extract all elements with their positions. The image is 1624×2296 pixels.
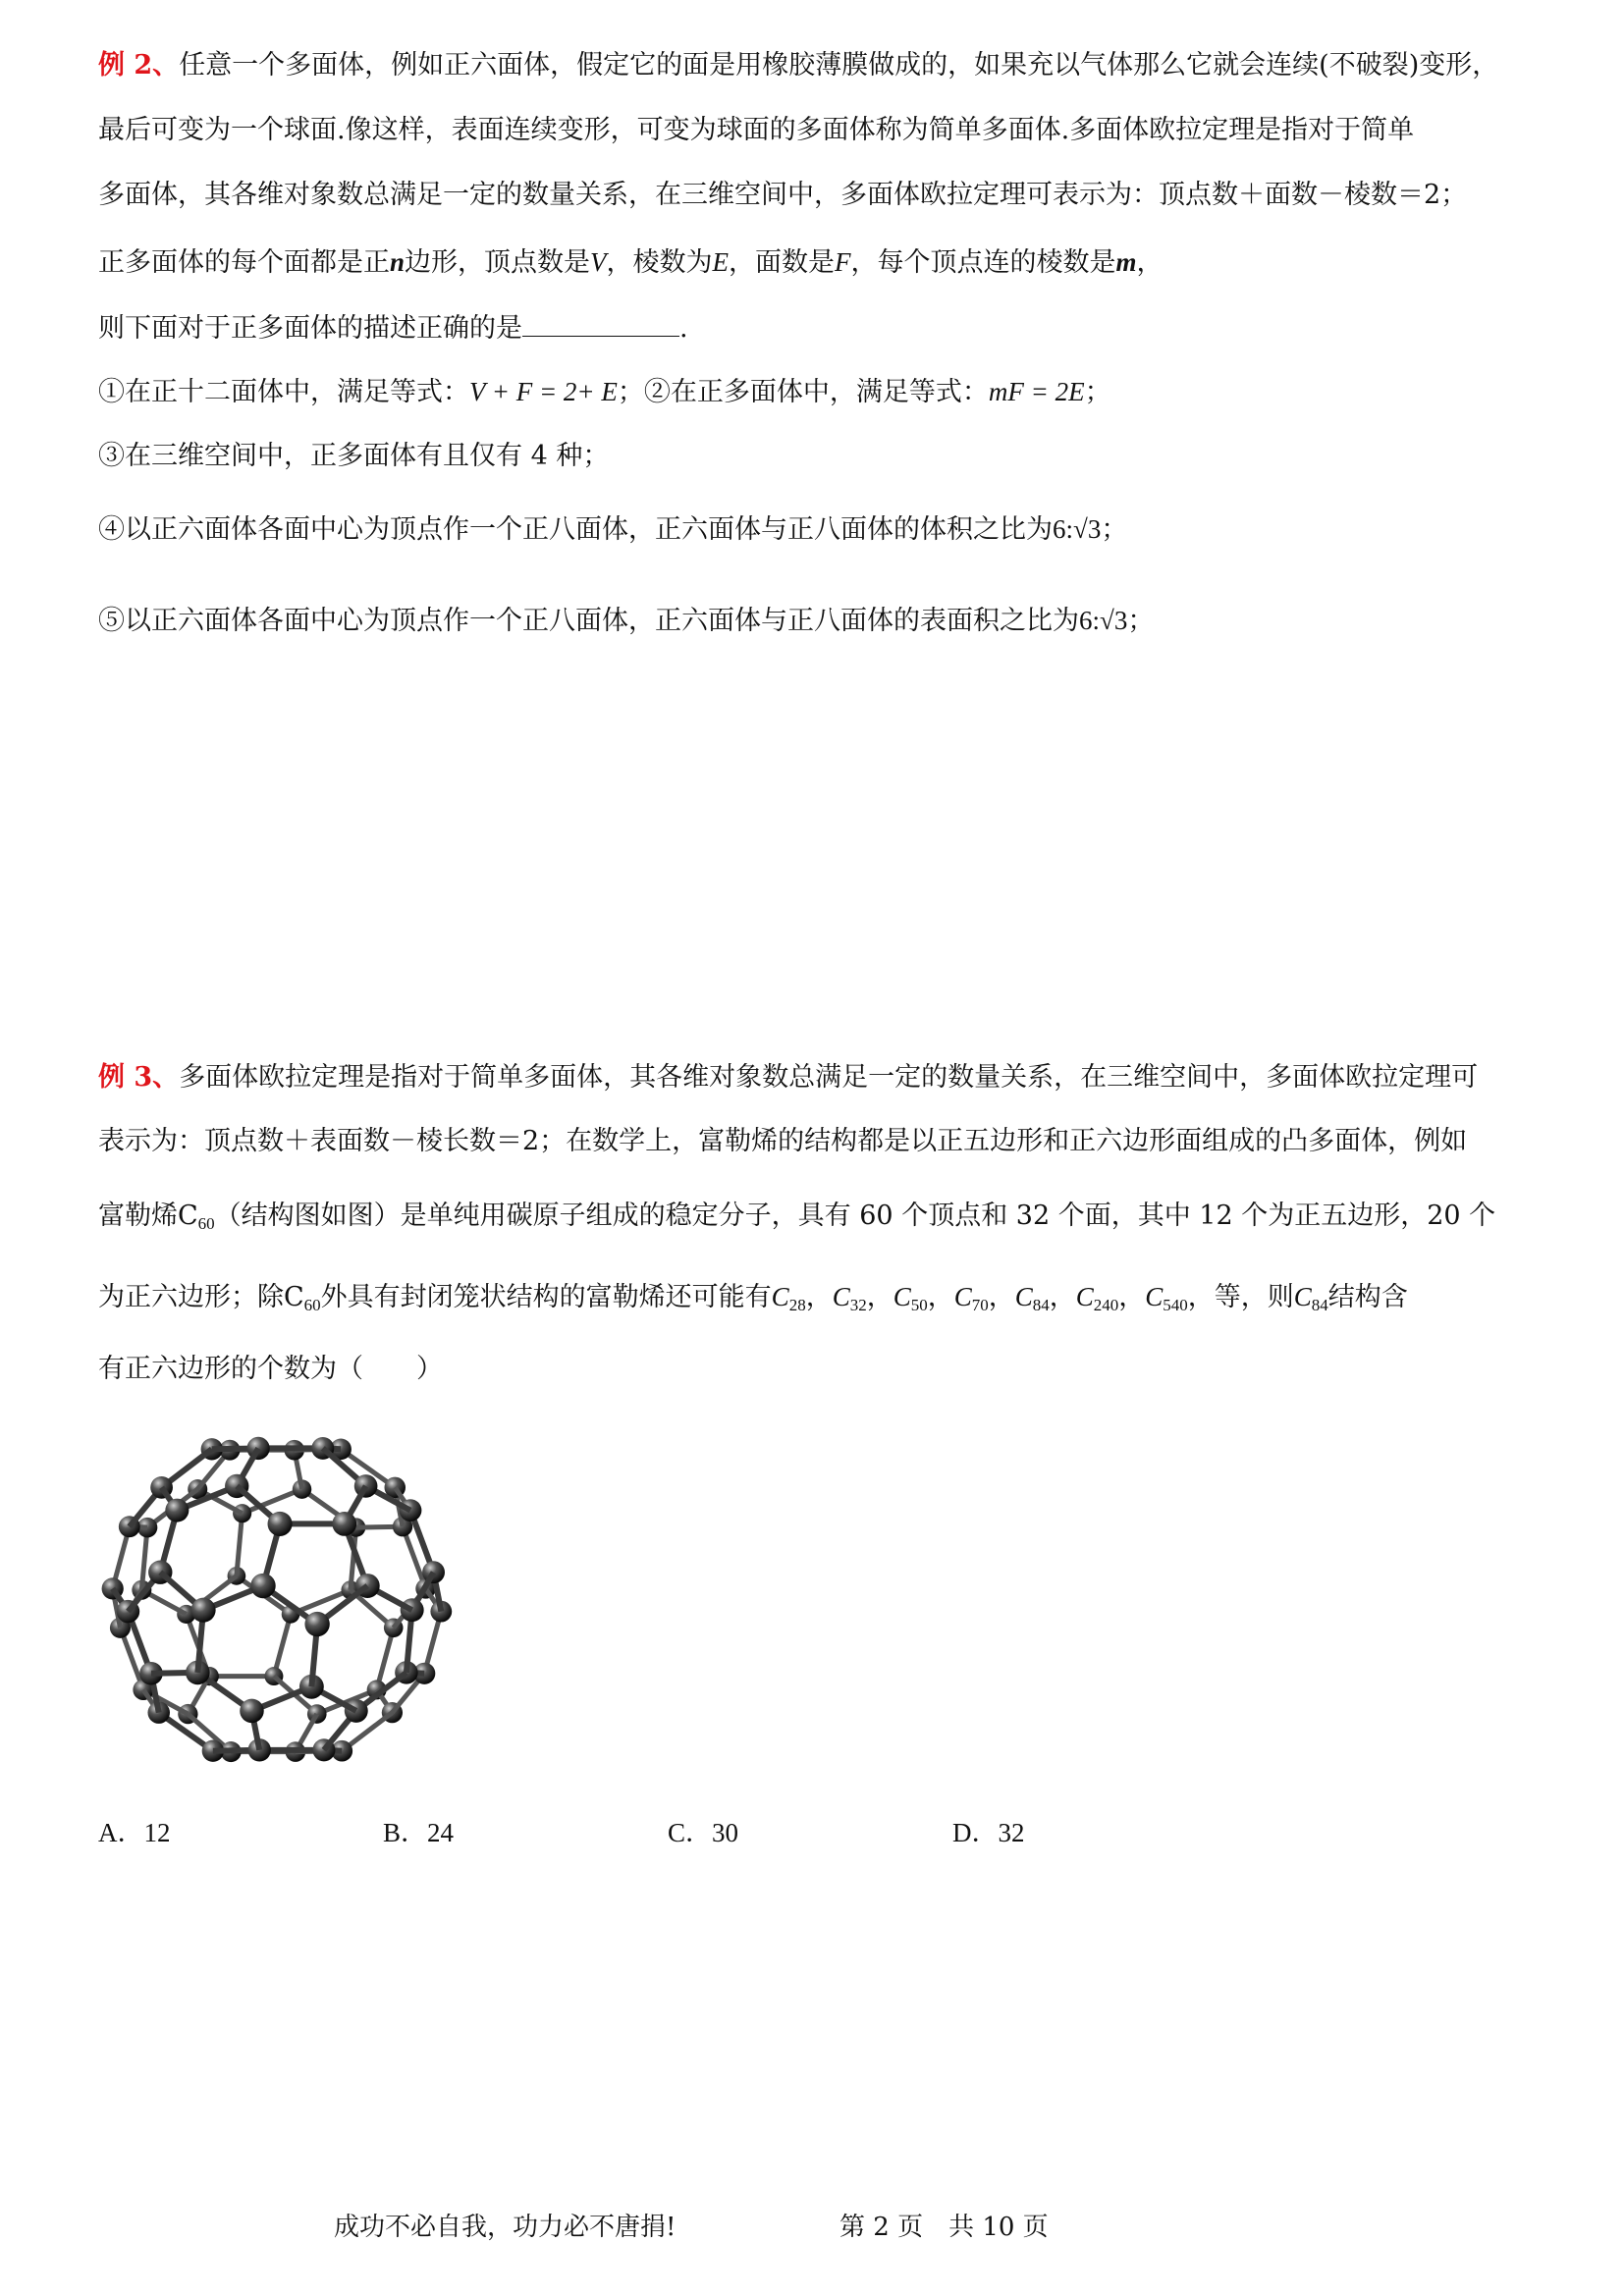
carbon-atom — [345, 1699, 368, 1723]
molecule-c84: C — [1014, 1282, 1033, 1311]
ex3-text-2: 表示为：顶点数＋表面数－棱长数＝2；在数学上，富勒烯的结构都是以正五边形和正六边形面组成的凸多面体，例如 — [98, 1126, 1468, 1156]
separator: ， — [1118, 1282, 1146, 1312]
ex2-text-4b: 边形，顶点数是 — [405, 247, 591, 278]
carbon-atom — [354, 1474, 378, 1498]
bond — [237, 1514, 243, 1576]
molecule-c28: C — [771, 1282, 789, 1311]
separator: ， — [805, 1282, 833, 1312]
separator: ， — [927, 1282, 954, 1312]
target-molecule: C — [1293, 1282, 1312, 1311]
ex3-line-1 — [98, 1063, 1581, 1093]
fullerene-list — [772, 1282, 1188, 1312]
fullerene-c60-figure — [90, 1414, 463, 1787]
statement-1-equation: V + F = 2+ E — [469, 377, 618, 406]
separator: ， — [988, 1282, 1015, 1312]
ex2-line-2 — [98, 116, 1581, 145]
option-c[interactable]: C．30 — [668, 1818, 739, 1847]
carbon-atom — [401, 1598, 424, 1622]
ex2-statement-3 — [98, 442, 1581, 471]
var-E: E — [712, 247, 730, 277]
statement-4-text: ④以正六面体各面中心为顶点作一个正八面体，正六面体与正八面体的体积之比为 — [98, 514, 1053, 545]
var-F: F — [835, 247, 851, 277]
carbon-atom — [332, 1512, 356, 1536]
var-n: n — [390, 247, 406, 277]
ex2-label: 例 2、 — [98, 50, 180, 80]
ex2-text-2: 最后可变为一个球面.像这样，表面连续变形，可变为球面的多面体称为简单多面体.多面体欧拉定理是指对于简单 — [98, 115, 1415, 145]
statement-4-end: ； — [1101, 514, 1128, 545]
ex3-sub-60b: 60 — [303, 1296, 321, 1314]
footer-motto: 成功不必自我，功力必不唐捐! — [334, 2213, 677, 2242]
option-d[interactable]: D．32 — [952, 1818, 1025, 1847]
bond — [274, 1614, 291, 1676]
carbon-atom — [307, 1704, 327, 1724]
carbon-atom — [240, 1699, 264, 1724]
ex3-text-3b: （结构图如图）是单纯用碳原子组成的稳定分子，具有 60 个顶点和 32 个面，其中 12 个为正五边形，20 个 — [214, 1201, 1496, 1231]
ex3-sub-60: 60 — [197, 1214, 215, 1233]
statement-5-text: ⑤以正六面体各面中心为顶点作一个正八面体，正六面体与正八面体的表面积之比为 — [98, 606, 1079, 636]
target-molecule-sub: 84 — [1311, 1296, 1328, 1314]
statement-2-equation: mF = 2E — [988, 377, 1085, 406]
carbon-atom — [400, 1499, 422, 1522]
option-b[interactable]: B．24 — [383, 1818, 455, 1847]
ex2-statement-5 — [98, 606, 1581, 636]
molecule-c50-sub: 50 — [910, 1296, 928, 1314]
molecule-c240-sub: 240 — [1093, 1296, 1119, 1314]
ex3-text-1: 多面体欧拉定理是指对于简单多面体，其各维对象数总满足一定的数量关系，在三维空间中，多面体欧拉定理可 — [179, 1062, 1479, 1093]
ex3-question: 有正六边形的个数为（ ） — [98, 1354, 443, 1384]
ex2-statement-1-2 — [98, 377, 1581, 407]
molecule-c540: C — [1145, 1282, 1164, 1311]
carbon-atom — [422, 1561, 445, 1583]
var-V: V — [590, 247, 607, 277]
molecule-c84-sub: 84 — [1032, 1296, 1050, 1314]
separator: ， — [866, 1282, 893, 1312]
ex2-statement-4 — [98, 514, 1581, 545]
molecule-c28-sub: 28 — [788, 1296, 806, 1314]
ex3-line-3 — [98, 1201, 1581, 1239]
carbon-atom — [268, 1512, 293, 1536]
carbon-atom — [191, 1598, 216, 1623]
ex2-text-4f: ， — [1136, 247, 1164, 278]
molecule-c240: C — [1075, 1282, 1094, 1311]
ex3-text-4d: 结构含 — [1327, 1282, 1408, 1312]
ex2-line-3 — [98, 181, 1581, 210]
ex3-line-2 — [98, 1127, 1581, 1156]
ex2-text-1: 任意一个多面体，例如正六面体，假定它的面是用橡胶薄膜做成的，如果充以气体那么它就会连续(不破裂)变形， — [179, 50, 1499, 80]
statement-2-end: ； — [1084, 377, 1111, 407]
ex2-question: 则下面对于正多面体的描述正确的是 — [98, 313, 522, 344]
statement-5-end: ； — [1127, 606, 1155, 636]
molecule-c540-sub: 540 — [1163, 1296, 1188, 1314]
molecule-c32: C — [832, 1282, 850, 1311]
statement-5-ratio: 6:√3 — [1079, 606, 1128, 635]
ex3-text-3a: 富勒烯C — [98, 1201, 198, 1231]
ex2-line-1 — [98, 51, 1581, 80]
statement-3-text: ③在三维空间中，正多面体有且仅有 4 种； — [98, 441, 610, 471]
molecule-c50: C — [893, 1282, 911, 1311]
molecule-c32-sub: 32 — [849, 1296, 867, 1314]
carbon-atom — [304, 1612, 329, 1636]
ex2-period: . — [679, 313, 688, 344]
ex2-text-3: 多面体，其各维对象数总满足一定的数量关系，在三维空间中，多面体欧拉定理可表示为：顶点数＋面数－棱数＝2； — [98, 180, 1468, 210]
ex3-text-4b: 外具有封闭笼状结构的富勒烯还可能有 — [320, 1282, 772, 1312]
ex2-text-4d: ，面数是 — [729, 247, 836, 278]
page-number: 第 2 页 共 10 页 — [839, 2213, 1049, 2242]
ex2-text-4a: 正多面体的每个面都是正 — [98, 247, 390, 278]
carbon-atom — [250, 1574, 275, 1598]
molecule-c70: C — [953, 1282, 972, 1311]
option-a[interactable]: A．12 — [98, 1818, 171, 1847]
ex2-text-4c: ，棱数为 — [606, 247, 713, 278]
separator: ， — [1049, 1282, 1076, 1312]
ex3-label: 例 3、 — [98, 1062, 180, 1093]
statement-1-text: ①在正十二面体中，满足等式： — [98, 377, 469, 407]
ex2-line-5 — [98, 312, 1581, 344]
statement-2-text: ；②在正多面体中，满足等式： — [617, 377, 989, 407]
ex3-line-5 — [98, 1355, 1581, 1384]
answer-blank[interactable] — [522, 312, 679, 337]
ex3-text-4c: ，等，则 — [1187, 1282, 1294, 1312]
ex3-text-4a: 为正六边形；除C — [98, 1282, 304, 1312]
statement-4-ratio: 6:√3 — [1053, 514, 1102, 544]
molecule-c70-sub: 70 — [971, 1296, 989, 1314]
ex2-text-4e: ，每个顶点连的棱数是 — [850, 247, 1116, 278]
ex3-line-4 — [98, 1282, 1581, 1320]
ex2-line-4 — [98, 247, 1581, 278]
var-m: m — [1115, 247, 1137, 277]
carbon-atom — [165, 1499, 189, 1522]
